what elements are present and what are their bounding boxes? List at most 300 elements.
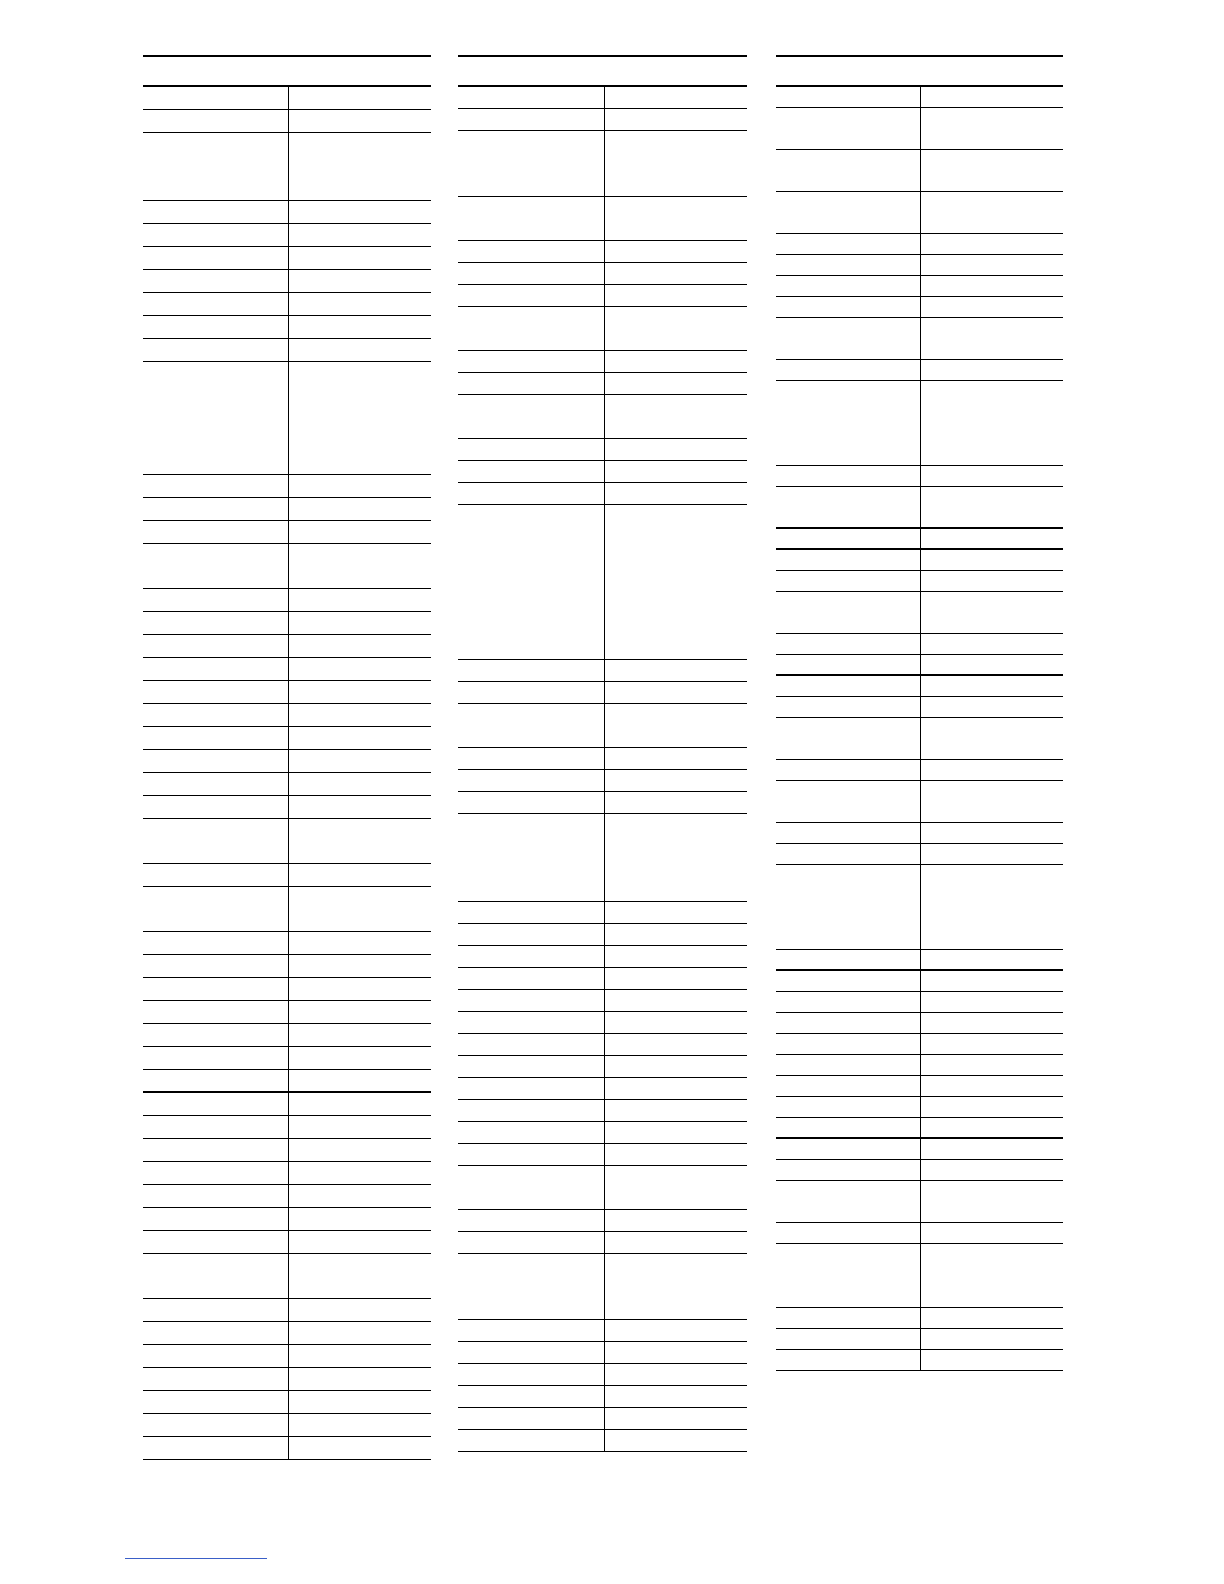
table-cell-term [143, 932, 289, 954]
table-row [458, 1122, 747, 1144]
table-cell-term [143, 475, 289, 497]
table-cell-value [921, 150, 1063, 191]
table-row [458, 263, 747, 285]
table-cell-term [458, 1342, 605, 1363]
table-cell-value [289, 1139, 431, 1161]
table-cell-value [921, 192, 1063, 233]
table-cell-term [143, 612, 289, 634]
table-row [458, 483, 747, 505]
table-cell-term [458, 1408, 605, 1429]
table-cell-term [458, 351, 605, 372]
table-row [776, 487, 1063, 529]
table-row [458, 351, 747, 373]
table-cell-term [458, 1078, 605, 1099]
table-cell-term [143, 339, 289, 361]
table-row [776, 1055, 1063, 1076]
table-cell-value [289, 521, 431, 543]
table-cell-value [289, 247, 431, 269]
table-cell-value [605, 1012, 747, 1033]
table-row [776, 571, 1063, 592]
table-cell-term [776, 381, 921, 465]
table-row [776, 971, 1063, 992]
table-row [143, 498, 431, 521]
table-row [143, 316, 431, 339]
table-cell-value [289, 658, 431, 680]
table-cell-term [458, 505, 605, 659]
table-row [458, 285, 747, 307]
table-cell-term [458, 461, 605, 482]
table-row [143, 201, 431, 224]
table-row [776, 1181, 1063, 1223]
table-cell-value [921, 255, 1063, 275]
table-cell-value [289, 612, 431, 634]
table-cell-value [921, 360, 1063, 380]
table-row [143, 1391, 431, 1414]
table-row [143, 270, 431, 293]
table-cell-term [143, 1345, 289, 1367]
table-cell-term [776, 950, 921, 969]
table-row [458, 1430, 747, 1452]
table-row [776, 297, 1063, 318]
table-row [458, 1342, 747, 1364]
table-row [143, 1299, 431, 1322]
table-cell-value [605, 814, 747, 901]
table-row [458, 814, 747, 902]
table-cell-value [921, 844, 1063, 864]
table-row [776, 1034, 1063, 1055]
table-row [458, 87, 747, 109]
table-cell-value [605, 792, 747, 813]
table-cell-value [921, 466, 1063, 486]
table-row [458, 1166, 747, 1210]
table-row [458, 307, 747, 351]
table-row [776, 276, 1063, 297]
table-cell-term [776, 592, 921, 633]
table-row [776, 108, 1063, 150]
table-cell-value [289, 133, 431, 200]
table-row [458, 990, 747, 1012]
table-cell-term [776, 1329, 921, 1349]
table-cell-term [776, 1055, 921, 1075]
table-cell-term [143, 133, 289, 200]
table-cell-term [458, 748, 605, 769]
table-cell-value [605, 439, 747, 460]
table-row [143, 1368, 431, 1391]
table-cell-value [289, 1437, 431, 1459]
table-cell-value [921, 1160, 1063, 1180]
table-cell-value [921, 87, 1063, 107]
table-cell-term [143, 110, 289, 132]
table-cell-value [921, 992, 1063, 1012]
table-cell-value [289, 1322, 431, 1344]
table-cell-term [143, 1391, 289, 1413]
table-cell-term [458, 131, 605, 196]
table-cell-term [143, 1208, 289, 1230]
table-cell-value [605, 285, 747, 306]
table-cell-value [605, 946, 747, 967]
table-row [776, 87, 1063, 108]
table-cell-value [921, 529, 1063, 548]
table-cell-term [143, 750, 289, 772]
table-cell-term [776, 150, 921, 191]
table-cell-value [921, 1350, 1063, 1370]
table-row [143, 658, 431, 681]
table-cell-term [776, 844, 921, 864]
table-cell-term [776, 971, 921, 991]
table-cell-term [458, 285, 605, 306]
table-row [776, 1013, 1063, 1034]
table-row [143, 1437, 431, 1460]
table-cell-term [143, 704, 289, 726]
table-cell-term [143, 293, 289, 315]
table-row [776, 550, 1063, 571]
table-cell-term [143, 1070, 289, 1091]
table-row [143, 796, 431, 819]
table-cell-value [921, 108, 1063, 149]
table-row [143, 635, 431, 658]
table-cell-value [605, 1100, 747, 1121]
table-cell-value [289, 796, 431, 818]
table-row [776, 655, 1063, 676]
table-cell-value [605, 990, 747, 1011]
table-cell-value [921, 1076, 1063, 1096]
table-cell-value [605, 395, 747, 438]
table-cell-term [776, 1223, 921, 1243]
table-row [776, 1097, 1063, 1118]
table-cell-term [458, 1100, 605, 1121]
table-cell-value [921, 318, 1063, 359]
table-cell-value [921, 950, 1063, 969]
table-cell-term [143, 1093, 289, 1115]
table-cell-value [921, 592, 1063, 633]
table-cell-value [289, 1093, 431, 1115]
table-cell-value [605, 1144, 747, 1165]
table-cell-value [921, 1139, 1063, 1159]
table-row [143, 1116, 431, 1139]
table-row [143, 133, 431, 201]
table-cell-value [289, 1024, 431, 1046]
table-cell-value [605, 131, 747, 196]
table-row [458, 1364, 747, 1386]
table-title [458, 57, 747, 85]
table-row [458, 131, 747, 197]
table-cell-term [776, 1350, 921, 1370]
table-cell-value [921, 550, 1063, 570]
table-cell-term [143, 773, 289, 795]
table-cell-value [289, 224, 431, 246]
table-row [143, 475, 431, 498]
table-cell-term [143, 1001, 289, 1023]
table-cell-term [776, 192, 921, 233]
table-row [458, 395, 747, 439]
table-cell-value [921, 781, 1063, 822]
table-row [458, 704, 747, 748]
table-cell-term [776, 655, 921, 674]
table-row [143, 521, 431, 544]
table-row [143, 1254, 431, 1299]
table-row [458, 1210, 747, 1232]
table-cell-value [921, 276, 1063, 296]
table-row [458, 968, 747, 990]
table-cell-term [143, 635, 289, 657]
table-row [143, 87, 431, 110]
table-cell-term [776, 718, 921, 759]
table-row [458, 197, 747, 241]
table-cell-value [921, 1308, 1063, 1328]
table-cell-value [289, 1070, 431, 1091]
table-cell-value [605, 1056, 747, 1077]
table-row [776, 676, 1063, 697]
table-row [776, 1139, 1063, 1160]
table-cell-term [776, 1139, 921, 1159]
table-cell-value [921, 1013, 1063, 1033]
table-cell-term [776, 234, 921, 254]
table-cell-value [605, 924, 747, 945]
table-row [458, 1320, 747, 1342]
table-cell-term [776, 466, 921, 486]
table-cell-value [921, 971, 1063, 991]
table-row [776, 1329, 1063, 1350]
table-cell-value [921, 234, 1063, 254]
table-cell-value [289, 955, 431, 977]
table-cell-value [921, 634, 1063, 654]
table-cell-term [776, 1160, 921, 1180]
table-cell-value [605, 704, 747, 747]
table-cell-term [776, 992, 921, 1012]
table-cell-value [289, 635, 431, 657]
table-row [143, 704, 431, 727]
table-row [143, 1047, 431, 1070]
table-cell-value [921, 1118, 1063, 1137]
table-row [776, 529, 1063, 550]
table-row [776, 255, 1063, 276]
table-cell-value [289, 1001, 431, 1023]
table-row [776, 1244, 1063, 1308]
table-cell-value [605, 660, 747, 681]
table-row [458, 1232, 747, 1254]
table-row [143, 1322, 431, 1345]
table-cell-value [289, 339, 431, 361]
table-row [458, 109, 747, 131]
table-cell-term [776, 297, 921, 317]
table-cell-value [289, 1414, 431, 1436]
table-cell-value [289, 270, 431, 292]
table-row [143, 955, 431, 978]
table-row [143, 224, 431, 247]
table-cell-value [605, 461, 747, 482]
table-cell-term [458, 814, 605, 901]
table-cell-value [921, 1097, 1063, 1117]
table-cell-term [776, 571, 921, 591]
table-row [458, 373, 747, 395]
table-row [143, 247, 431, 270]
table-cell-term [143, 796, 289, 818]
table-cell-value [921, 1181, 1063, 1222]
table-cell-value [605, 1034, 747, 1055]
table-cell-value [605, 197, 747, 240]
table-row [458, 946, 747, 968]
table-row [458, 1144, 747, 1166]
table-cell-term [776, 760, 921, 780]
table-cell-term [458, 1012, 605, 1033]
table-cell-value [921, 865, 1063, 949]
table-row [776, 381, 1063, 466]
table-cell-value [921, 1329, 1063, 1349]
table-cell-value [605, 1342, 747, 1363]
table-cell-term [143, 270, 289, 292]
table-cell-value [289, 932, 431, 954]
table-row [776, 1118, 1063, 1139]
table-cell-term [458, 263, 605, 284]
table-row [776, 1350, 1063, 1371]
table-cell-value [289, 1231, 431, 1253]
table-cell-value [289, 544, 431, 588]
table-row [143, 362, 431, 475]
table-row [143, 1414, 431, 1437]
table-cell-term [458, 1386, 605, 1407]
table-row [143, 681, 431, 704]
table-cell-term [458, 924, 605, 945]
table-row [776, 992, 1063, 1013]
table-cell-term [458, 197, 605, 240]
table-cell-term [458, 1430, 605, 1451]
table-cell-term [458, 990, 605, 1011]
table-row [776, 1076, 1063, 1097]
table-row [776, 718, 1063, 760]
table-cell-term [458, 1232, 605, 1253]
table-cell-value [921, 1055, 1063, 1075]
table-cell-term [143, 887, 289, 931]
table-row [458, 792, 747, 814]
table-cell-value [921, 655, 1063, 674]
table-cell-term [143, 955, 289, 977]
table-cell-value [289, 87, 431, 109]
table-cell-value [605, 1210, 747, 1231]
table-cell-value [605, 483, 747, 504]
table-cell-value [921, 823, 1063, 843]
table-cell-value [289, 1299, 431, 1321]
table-row [143, 932, 431, 955]
table-cell-value [289, 1391, 431, 1413]
table-row [458, 1012, 747, 1034]
table-cell-term [776, 1034, 921, 1054]
table-cell-term [143, 498, 289, 520]
table-cell-term [776, 529, 921, 548]
table-row [143, 887, 431, 932]
table-row [458, 439, 747, 461]
table-cell-term [143, 1024, 289, 1046]
table-cell-term [458, 1144, 605, 1165]
table-row [458, 1254, 747, 1320]
table-cell-value [921, 697, 1063, 717]
table-row [776, 1223, 1063, 1244]
table-cell-value [289, 1162, 431, 1184]
table-cell-value [605, 1364, 747, 1385]
table-cell-term [776, 1244, 921, 1307]
table-row [143, 1093, 431, 1116]
table-cell-term [143, 1254, 289, 1298]
table-cell-value [289, 498, 431, 520]
table-cell-value [289, 475, 431, 497]
table-row [143, 1001, 431, 1024]
table-row [143, 1139, 431, 1162]
table-row [458, 1034, 747, 1056]
table-column-3 [776, 55, 1063, 1371]
table-cell-value [605, 1386, 747, 1407]
table-row [143, 819, 431, 864]
table-cell-value [605, 968, 747, 989]
table-cell-term [458, 483, 605, 504]
table-cell-term [776, 1097, 921, 1117]
table-row [776, 950, 1063, 971]
table-cell-value [289, 589, 431, 611]
table-cell-term [458, 1210, 605, 1231]
table-cell-value [289, 201, 431, 223]
table-cell-term [143, 1162, 289, 1184]
table-cell-term [776, 1181, 921, 1222]
table-cell-term [458, 1034, 605, 1055]
table-cell-term [458, 660, 605, 681]
table-cell-term [143, 1299, 289, 1321]
table-cell-term [143, 1231, 289, 1253]
table-cell-term [143, 1185, 289, 1207]
table-cell-term [776, 487, 921, 527]
table-cell-value [289, 864, 431, 886]
table-row [143, 293, 431, 316]
table-cell-term [458, 1364, 605, 1385]
table-cell-term [458, 770, 605, 791]
table-cell-term [458, 241, 605, 262]
table-cell-term [458, 704, 605, 747]
table-row [458, 660, 747, 682]
table-cell-term [776, 781, 921, 822]
table-cell-value [921, 1244, 1063, 1307]
table-cell-term [776, 108, 921, 149]
table-row [143, 1162, 431, 1185]
table-row [458, 1100, 747, 1122]
table-row [776, 1308, 1063, 1329]
table-cell-value [289, 1185, 431, 1207]
table-cell-value [289, 704, 431, 726]
table-cell-value [289, 362, 431, 474]
table-cell-value [921, 760, 1063, 780]
table-cell-value [605, 241, 747, 262]
table-cell-term [143, 727, 289, 749]
table-cell-term [458, 395, 605, 438]
table-row [143, 1208, 431, 1231]
table-cell-value [289, 1345, 431, 1367]
table-row [458, 682, 747, 704]
table-title [776, 57, 1063, 85]
table-row [776, 781, 1063, 823]
table-cell-value [605, 748, 747, 769]
table-cell-term [143, 201, 289, 223]
table-row [458, 770, 747, 792]
table-row [143, 1185, 431, 1208]
table-cell-term [143, 87, 289, 109]
table-cell-term [143, 1368, 289, 1390]
table-cell-term [458, 902, 605, 923]
table-cell-value [289, 681, 431, 703]
table-cell-term [143, 681, 289, 703]
table-cell-term [458, 307, 605, 350]
table-cell-term [143, 544, 289, 588]
table-cell-value [605, 1254, 747, 1319]
table-row [143, 864, 431, 887]
table [458, 85, 747, 1452]
table-row [458, 1408, 747, 1430]
table-cell-term [458, 1056, 605, 1077]
